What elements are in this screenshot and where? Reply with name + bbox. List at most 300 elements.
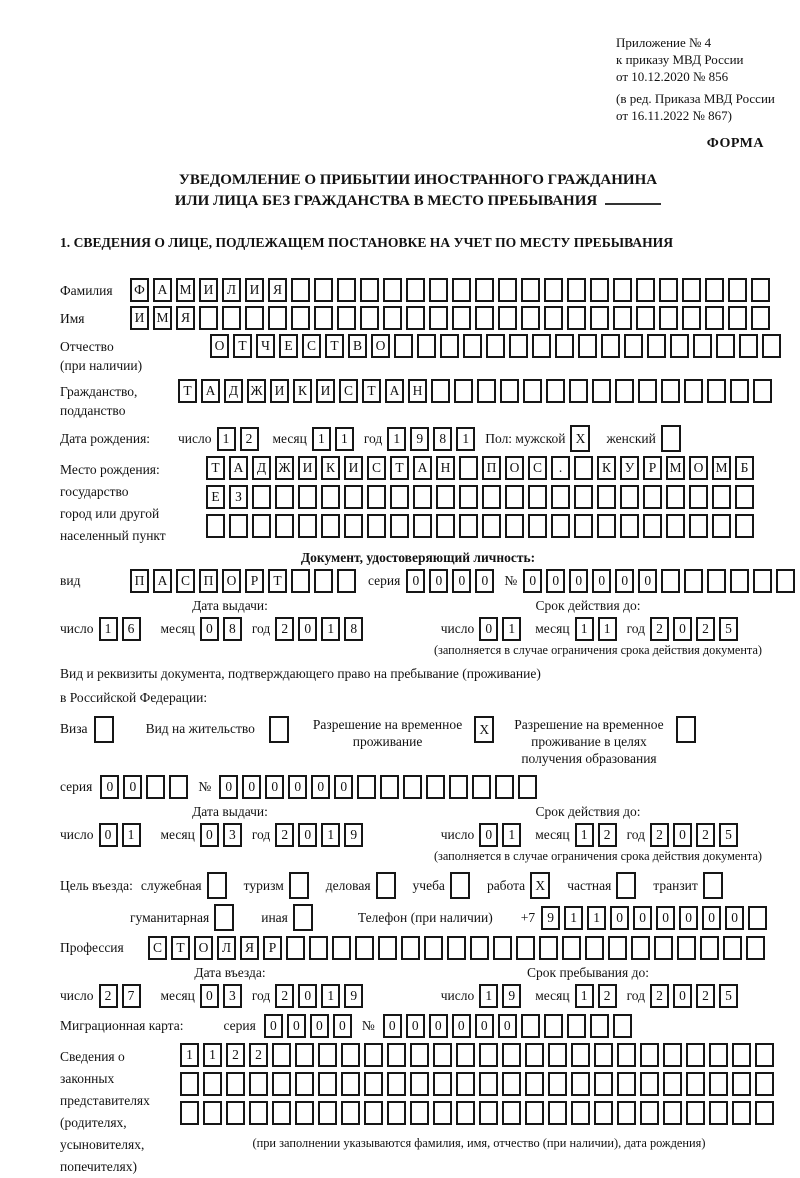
char-box[interactable]: 0	[429, 569, 448, 593]
char-box[interactable]: 2	[598, 823, 617, 847]
char-box[interactable]	[574, 485, 593, 509]
char-box[interactable]	[410, 1101, 429, 1125]
char-box[interactable]	[617, 1072, 636, 1096]
char-box[interactable]	[413, 485, 432, 509]
char-box[interactable]	[341, 1043, 360, 1067]
char-box[interactable]	[429, 306, 448, 330]
char-box[interactable]: Е	[279, 334, 298, 358]
char-box[interactable]: 0	[656, 906, 675, 930]
char-box[interactable]	[709, 1043, 728, 1067]
purpose-work-checkbox[interactable]	[530, 872, 555, 899]
char-box[interactable]	[590, 278, 609, 302]
char-box[interactable]: 0	[479, 823, 498, 847]
char-box[interactable]: 1	[456, 427, 475, 451]
char-box[interactable]	[495, 775, 514, 799]
char-box[interactable]: 0	[311, 775, 330, 799]
char-box[interactable]	[594, 1072, 613, 1096]
char-box[interactable]: Р	[245, 569, 264, 593]
char-box[interactable]	[647, 334, 666, 358]
char-box[interactable]	[723, 936, 742, 960]
char-box[interactable]: 0	[546, 569, 565, 593]
char-box[interactable]	[413, 514, 432, 538]
staydoc-issue-day[interactable]	[99, 823, 145, 847]
char-box[interactable]: 1	[99, 617, 118, 641]
char-box[interactable]	[272, 1043, 291, 1067]
char-box[interactable]: В	[348, 334, 367, 358]
char-box[interactable]	[616, 872, 636, 899]
purpose-business-checkbox[interactable]	[376, 872, 401, 899]
char-box[interactable]: Д	[224, 379, 243, 403]
char-box[interactable]: Л	[222, 278, 241, 302]
char-box[interactable]	[337, 278, 356, 302]
char-box[interactable]	[436, 514, 455, 538]
char-box[interactable]	[433, 1043, 452, 1067]
char-box[interactable]	[456, 1072, 475, 1096]
char-box[interactable]	[459, 514, 478, 538]
char-box[interactable]: Е	[206, 485, 225, 509]
char-box[interactable]: 0	[610, 906, 629, 930]
char-box[interactable]	[613, 278, 632, 302]
char-box[interactable]	[289, 872, 309, 899]
char-box[interactable]: 0	[702, 906, 721, 930]
char-box[interactable]	[406, 278, 425, 302]
char-box[interactable]	[314, 278, 333, 302]
char-box[interactable]	[682, 306, 701, 330]
char-box[interactable]	[521, 1014, 540, 1038]
char-box[interactable]	[528, 514, 547, 538]
char-box[interactable]: 0	[99, 823, 118, 847]
char-box[interactable]	[295, 1101, 314, 1125]
char-box[interactable]: 0	[123, 775, 142, 799]
char-box[interactable]	[146, 775, 165, 799]
visa-checkbox[interactable]	[94, 716, 118, 743]
char-box[interactable]	[544, 278, 563, 302]
char-box[interactable]	[357, 775, 376, 799]
char-box[interactable]: 0	[287, 1014, 306, 1038]
char-box[interactable]	[518, 775, 537, 799]
char-box[interactable]: А	[229, 456, 248, 480]
firstname-boxes[interactable]	[130, 306, 774, 330]
char-box[interactable]: X	[570, 425, 590, 452]
char-box[interactable]	[332, 936, 351, 960]
representatives-row3-boxes[interactable]	[180, 1101, 778, 1125]
char-box[interactable]	[661, 379, 680, 403]
char-box[interactable]	[551, 514, 570, 538]
char-box[interactable]: 0	[200, 984, 219, 1008]
char-box[interactable]	[387, 1101, 406, 1125]
char-box[interactable]	[479, 1043, 498, 1067]
char-box[interactable]	[367, 514, 386, 538]
char-box[interactable]: 8	[223, 617, 242, 641]
char-box[interactable]	[426, 775, 445, 799]
purpose-study-checkbox[interactable]	[450, 872, 475, 899]
char-box[interactable]	[380, 775, 399, 799]
char-box[interactable]	[735, 485, 754, 509]
stay-until-year[interactable]	[650, 984, 742, 1008]
char-box[interactable]: 0	[592, 569, 611, 593]
char-box[interactable]	[608, 936, 627, 960]
char-box[interactable]	[562, 936, 581, 960]
char-box[interactable]	[516, 936, 535, 960]
staydoc-series-boxes[interactable]	[100, 775, 192, 799]
birth-year-boxes[interactable]	[387, 427, 479, 451]
char-box[interactable]	[364, 1101, 383, 1125]
char-box[interactable]: 0	[475, 569, 494, 593]
char-box[interactable]: 1	[479, 984, 498, 1008]
iddoc-number-boxes[interactable]	[523, 569, 799, 593]
char-box[interactable]	[574, 514, 593, 538]
char-box[interactable]	[567, 306, 586, 330]
char-box[interactable]	[528, 485, 547, 509]
char-box[interactable]	[269, 716, 289, 743]
birthplace-row2-boxes[interactable]	[206, 485, 758, 509]
char-box[interactable]	[298, 514, 317, 538]
char-box[interactable]	[739, 334, 758, 358]
char-box[interactable]: 8	[344, 617, 363, 641]
char-box[interactable]: 1	[321, 823, 340, 847]
char-box[interactable]	[590, 1014, 609, 1038]
purpose-tourism-checkbox[interactable]	[289, 872, 314, 899]
char-box[interactable]	[498, 306, 517, 330]
char-box[interactable]: .	[551, 456, 570, 480]
char-box[interactable]	[732, 1072, 751, 1096]
char-box[interactable]: П	[199, 569, 218, 593]
char-box[interactable]	[686, 1072, 705, 1096]
char-box[interactable]	[555, 334, 574, 358]
char-box[interactable]	[585, 936, 604, 960]
char-box[interactable]: 1	[312, 427, 331, 451]
char-box[interactable]: 7	[122, 984, 141, 1008]
char-box[interactable]	[676, 716, 696, 743]
char-box[interactable]	[735, 514, 754, 538]
char-box[interactable]: X	[530, 872, 550, 899]
char-box[interactable]: 1	[502, 823, 521, 847]
char-box[interactable]: С	[528, 456, 547, 480]
char-box[interactable]	[748, 906, 767, 930]
char-box[interactable]	[751, 306, 770, 330]
char-box[interactable]	[360, 306, 379, 330]
char-box[interactable]	[620, 485, 639, 509]
char-box[interactable]	[364, 1072, 383, 1096]
char-box[interactable]: Р	[643, 456, 662, 480]
char-box[interactable]	[454, 379, 473, 403]
char-box[interactable]	[686, 1101, 705, 1125]
char-box[interactable]: Т	[390, 456, 409, 480]
char-box[interactable]: 0	[498, 1014, 517, 1038]
purpose-transit-checkbox[interactable]	[703, 872, 728, 899]
char-box[interactable]: А	[201, 379, 220, 403]
char-box[interactable]: Т	[362, 379, 381, 403]
char-box[interactable]: У	[620, 456, 639, 480]
char-box[interactable]: 2	[696, 984, 715, 1008]
char-box[interactable]: 0	[100, 775, 119, 799]
char-box[interactable]	[624, 334, 643, 358]
char-box[interactable]: 0	[638, 569, 657, 593]
char-box[interactable]: 9	[344, 984, 363, 1008]
staydoc-expiry-month[interactable]	[575, 823, 621, 847]
char-box[interactable]	[523, 379, 542, 403]
char-box[interactable]	[367, 485, 386, 509]
char-box[interactable]: 0	[298, 984, 317, 1008]
char-box[interactable]: А	[153, 278, 172, 302]
char-box[interactable]	[337, 569, 356, 593]
char-box[interactable]: 3	[223, 984, 242, 1008]
char-box[interactable]: 0	[452, 1014, 471, 1038]
char-box[interactable]: 1	[180, 1043, 199, 1067]
char-box[interactable]	[548, 1043, 567, 1067]
char-box[interactable]	[613, 306, 632, 330]
char-box[interactable]: 0	[523, 569, 542, 593]
char-box[interactable]: Т	[325, 334, 344, 358]
char-box[interactable]	[661, 425, 681, 452]
char-box[interactable]: 0	[219, 775, 238, 799]
char-box[interactable]	[548, 1101, 567, 1125]
char-box[interactable]	[666, 485, 685, 509]
char-box[interactable]: 9	[541, 906, 560, 930]
char-box[interactable]: С	[302, 334, 321, 358]
char-box[interactable]	[477, 379, 496, 403]
char-box[interactable]: 0	[673, 823, 692, 847]
char-box[interactable]	[199, 306, 218, 330]
char-box[interactable]: М	[712, 456, 731, 480]
char-box[interactable]	[383, 306, 402, 330]
char-box[interactable]	[597, 514, 616, 538]
char-box[interactable]: О	[371, 334, 390, 358]
char-box[interactable]	[682, 278, 701, 302]
char-box[interactable]	[207, 872, 227, 899]
char-box[interactable]: Ч	[256, 334, 275, 358]
char-box[interactable]	[502, 1043, 521, 1067]
char-box[interactable]: 2	[696, 823, 715, 847]
staydoc-number-boxes[interactable]	[219, 775, 541, 799]
char-box[interactable]: 0	[333, 1014, 352, 1038]
char-box[interactable]	[295, 1043, 314, 1067]
char-box[interactable]	[291, 569, 310, 593]
stay-until-month[interactable]	[575, 984, 621, 1008]
iddoc-expiry-day[interactable]	[479, 617, 525, 641]
char-box[interactable]: Л	[217, 936, 236, 960]
char-box[interactable]	[615, 379, 634, 403]
char-box[interactable]: 1	[598, 617, 617, 641]
char-box[interactable]: 0	[673, 984, 692, 1008]
char-box[interactable]	[640, 1101, 659, 1125]
char-box[interactable]	[500, 379, 519, 403]
char-box[interactable]	[456, 1043, 475, 1067]
char-box[interactable]	[378, 936, 397, 960]
char-box[interactable]	[590, 306, 609, 330]
char-box[interactable]	[493, 936, 512, 960]
char-box[interactable]: 1	[564, 906, 583, 930]
entry-month[interactable]	[200, 984, 246, 1008]
char-box[interactable]	[567, 278, 586, 302]
char-box[interactable]	[640, 1043, 659, 1067]
char-box[interactable]: 2	[226, 1043, 245, 1067]
char-box[interactable]	[620, 514, 639, 538]
char-box[interactable]: X	[474, 716, 494, 743]
char-box[interactable]	[578, 334, 597, 358]
char-box[interactable]: 2	[99, 984, 118, 1008]
char-box[interactable]: 1	[575, 823, 594, 847]
temp-residence-checkbox[interactable]	[474, 716, 498, 743]
char-box[interactable]	[472, 775, 491, 799]
char-box[interactable]	[390, 485, 409, 509]
purpose-humanitarian-checkbox[interactable]	[214, 904, 239, 931]
char-box[interactable]	[417, 334, 436, 358]
char-box[interactable]	[383, 278, 402, 302]
char-box[interactable]	[569, 379, 588, 403]
char-box[interactable]: 0	[265, 775, 284, 799]
char-box[interactable]	[677, 936, 696, 960]
char-box[interactable]	[617, 1043, 636, 1067]
char-box[interactable]	[226, 1072, 245, 1096]
char-box[interactable]	[525, 1072, 544, 1096]
char-box[interactable]	[525, 1101, 544, 1125]
char-box[interactable]	[440, 334, 459, 358]
char-box[interactable]	[475, 278, 494, 302]
char-box[interactable]: М	[153, 306, 172, 330]
char-box[interactable]	[272, 1101, 291, 1125]
char-box[interactable]	[410, 1043, 429, 1067]
char-box[interactable]	[180, 1072, 199, 1096]
char-box[interactable]	[684, 379, 703, 403]
char-box[interactable]: 0	[200, 823, 219, 847]
char-box[interactable]: И	[245, 278, 264, 302]
char-box[interactable]	[571, 1072, 590, 1096]
staydoc-issue-year[interactable]	[275, 823, 367, 847]
char-box[interactable]	[410, 1072, 429, 1096]
char-box[interactable]	[436, 485, 455, 509]
char-box[interactable]	[502, 1101, 521, 1125]
char-box[interactable]	[776, 569, 795, 593]
char-box[interactable]: 2	[650, 823, 669, 847]
char-box[interactable]	[592, 379, 611, 403]
char-box[interactable]: М	[666, 456, 685, 480]
char-box[interactable]	[640, 1072, 659, 1096]
char-box[interactable]: 0	[200, 617, 219, 641]
char-box[interactable]	[226, 1101, 245, 1125]
char-box[interactable]	[730, 569, 749, 593]
char-box[interactable]: 0	[569, 569, 588, 593]
char-box[interactable]	[601, 334, 620, 358]
char-box[interactable]	[169, 775, 188, 799]
char-box[interactable]	[521, 278, 540, 302]
char-box[interactable]	[459, 485, 478, 509]
char-box[interactable]: 0	[429, 1014, 448, 1038]
char-box[interactable]	[705, 278, 724, 302]
char-box[interactable]	[360, 278, 379, 302]
char-box[interactable]	[403, 775, 422, 799]
char-box[interactable]	[689, 514, 708, 538]
char-box[interactable]: 1	[502, 617, 521, 641]
char-box[interactable]: И	[270, 379, 289, 403]
char-box[interactable]: 1	[203, 1043, 222, 1067]
char-box[interactable]	[707, 379, 726, 403]
char-box[interactable]: 0	[452, 569, 471, 593]
char-box[interactable]: Ж	[247, 379, 266, 403]
birth-day-boxes[interactable]	[217, 427, 263, 451]
char-box[interactable]: 2	[598, 984, 617, 1008]
char-box[interactable]	[180, 1101, 199, 1125]
char-box[interactable]: 2	[275, 823, 294, 847]
char-box[interactable]	[456, 1101, 475, 1125]
char-box[interactable]: 0	[334, 775, 353, 799]
char-box[interactable]: О	[505, 456, 524, 480]
char-box[interactable]	[705, 306, 724, 330]
char-box[interactable]: 0	[725, 906, 744, 930]
char-box[interactable]: 0	[298, 617, 317, 641]
char-box[interactable]: О	[210, 334, 229, 358]
char-box[interactable]	[571, 1101, 590, 1125]
char-box[interactable]: Я	[176, 306, 195, 330]
char-box[interactable]: 2	[275, 984, 294, 1008]
char-box[interactable]	[746, 936, 765, 960]
char-box[interactable]	[314, 569, 333, 593]
char-box[interactable]	[291, 306, 310, 330]
char-box[interactable]	[229, 514, 248, 538]
char-box[interactable]	[707, 569, 726, 593]
char-box[interactable]	[252, 485, 271, 509]
char-box[interactable]	[364, 1043, 383, 1067]
char-box[interactable]: Т	[233, 334, 252, 358]
char-box[interactable]	[755, 1101, 774, 1125]
char-box[interactable]: К	[293, 379, 312, 403]
char-box[interactable]	[631, 936, 650, 960]
char-box[interactable]	[394, 334, 413, 358]
char-box[interactable]: 1	[321, 984, 340, 1008]
char-box[interactable]: Ф	[130, 278, 149, 302]
iddoc-issue-month[interactable]	[200, 617, 246, 641]
gender-female-checkbox[interactable]	[661, 425, 685, 452]
staydoc-expiry-day[interactable]	[479, 823, 525, 847]
char-box[interactable]	[525, 1043, 544, 1067]
char-box[interactable]	[730, 379, 749, 403]
char-box[interactable]: 1	[122, 823, 141, 847]
char-box[interactable]	[502, 1072, 521, 1096]
char-box[interactable]	[309, 936, 328, 960]
char-box[interactable]: З	[229, 485, 248, 509]
char-box[interactable]: И	[130, 306, 149, 330]
char-box[interactable]	[344, 485, 363, 509]
char-box[interactable]	[709, 1072, 728, 1096]
birth-month-boxes[interactable]	[312, 427, 358, 451]
char-box[interactable]	[431, 379, 450, 403]
char-box[interactable]: И	[298, 456, 317, 480]
char-box[interactable]: 0	[242, 775, 261, 799]
char-box[interactable]	[214, 904, 234, 931]
entry-year[interactable]	[275, 984, 367, 1008]
char-box[interactable]	[433, 1101, 452, 1125]
char-box[interactable]	[544, 306, 563, 330]
char-box[interactable]	[470, 936, 489, 960]
char-box[interactable]: 1	[575, 984, 594, 1008]
char-box[interactable]: Т	[206, 456, 225, 480]
char-box[interactable]	[355, 936, 374, 960]
char-box[interactable]	[521, 306, 540, 330]
char-box[interactable]	[617, 1101, 636, 1125]
char-box[interactable]	[509, 334, 528, 358]
char-box[interactable]	[638, 379, 657, 403]
char-box[interactable]: 0	[615, 569, 634, 593]
stay-until-day[interactable]	[479, 984, 525, 1008]
char-box[interactable]	[663, 1101, 682, 1125]
char-box[interactable]	[424, 936, 443, 960]
char-box[interactable]	[206, 514, 225, 538]
char-box[interactable]	[318, 1043, 337, 1067]
char-box[interactable]: 2	[650, 617, 669, 641]
char-box[interactable]: И	[316, 379, 335, 403]
char-box[interactable]	[486, 334, 505, 358]
char-box[interactable]: А	[385, 379, 404, 403]
